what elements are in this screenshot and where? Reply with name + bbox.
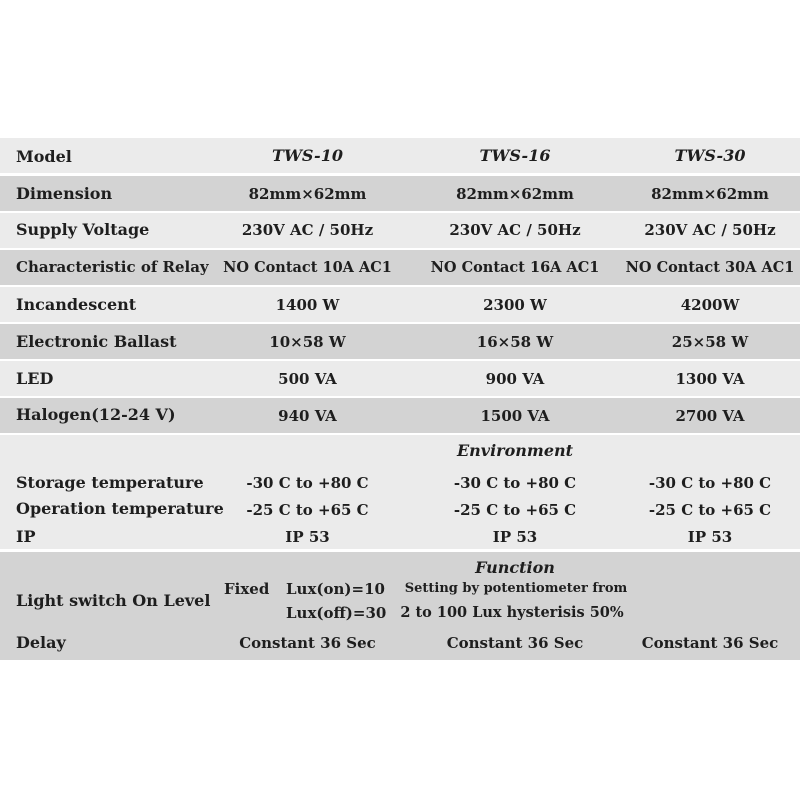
label-operation-temperature: Operation temperature xyxy=(16,499,224,518)
value-cell: 2700 VA xyxy=(675,407,745,425)
value-cell: 230V AC / 50Hz xyxy=(241,221,374,239)
value-cell: NO Contact 10A AC1 xyxy=(223,259,392,276)
fixed-label: Fixed xyxy=(224,580,270,598)
potentiometer-line-2: 2 to 100 Lux hysterisis 50% xyxy=(400,604,624,621)
value-cell: 82mm×62mm xyxy=(651,185,769,203)
value-cell: NO Contact 30A AC1 xyxy=(625,259,795,276)
function-title: Function xyxy=(475,558,555,577)
value-cell: -25 C to +65 C xyxy=(453,501,577,519)
label-delay: Delay xyxy=(16,633,66,652)
label-storage-temperature: Storage temperature xyxy=(16,473,204,492)
value-cell: 230V AC / 50Hz xyxy=(644,221,776,239)
label-ip: IP xyxy=(16,527,36,546)
header-tws-16: TWS-16 xyxy=(479,146,551,165)
value-cell: 1400 W xyxy=(275,296,340,314)
label-dimension: Dimension xyxy=(16,184,113,203)
label-supply-voltage: Supply Voltage xyxy=(16,220,150,239)
value-cell: 16×58 W xyxy=(476,333,554,351)
label-incandescent: Incandescent xyxy=(16,295,137,314)
value-cell: 940 VA xyxy=(278,407,337,425)
value-cell: -25 C to +65 C xyxy=(246,501,369,519)
lux-off-value: Lux(off)=30 xyxy=(286,604,387,622)
value-cell: 2300 W xyxy=(483,296,547,314)
value-cell: IP 53 xyxy=(687,528,733,546)
value-cell: 1300 VA xyxy=(675,370,745,388)
label-led: LED xyxy=(16,369,54,388)
label-characteristic-of-relay: Characteristic of Relay xyxy=(16,258,209,276)
header-tws-30: TWS-30 xyxy=(674,146,746,165)
value-cell: -30 C to +80 C xyxy=(246,474,369,492)
value-cell: IP 53 xyxy=(492,528,538,546)
header-model: Model xyxy=(16,147,72,166)
value-cell: NO Contact 16A AC1 xyxy=(430,259,600,276)
value-cell: IP 53 xyxy=(285,528,330,546)
value-cell: -30 C to +80 C xyxy=(453,474,577,492)
label-electronic-ballast: Electronic Ballast xyxy=(16,332,177,351)
header-tws-10: TWS-10 xyxy=(272,146,343,165)
potentiometer-line-1: Setting by potentiometer from xyxy=(404,581,628,596)
value-cell: Constant 36 Sec xyxy=(641,634,779,652)
value-cell: 1500 VA xyxy=(480,407,550,425)
value-cell: Constant 36 Sec xyxy=(446,634,584,652)
lux-on-value: Lux(on)=10 xyxy=(286,580,385,598)
value-cell: 10×58 W xyxy=(269,333,346,351)
label-halogen: Halogen(12-24 V) xyxy=(16,405,176,424)
value-cell: 230V AC / 50Hz xyxy=(449,221,581,239)
environment-title: Environment xyxy=(456,441,574,460)
value-cell: 82mm×62mm xyxy=(456,185,574,203)
value-cell: 900 VA xyxy=(485,370,545,388)
value-cell: 25×58 W xyxy=(671,333,749,351)
value-cell: -25 C to +65 C xyxy=(648,501,772,519)
value-cell: 4200W xyxy=(680,296,740,314)
value-cell: 82mm×62mm xyxy=(248,185,367,203)
value-cell: -30 C to +80 C xyxy=(648,474,772,492)
value-cell: Constant 36 Sec xyxy=(239,634,376,652)
value-cell: 500 VA xyxy=(278,370,337,388)
label-light-switch-on-level: Light switch On Level xyxy=(16,591,211,610)
